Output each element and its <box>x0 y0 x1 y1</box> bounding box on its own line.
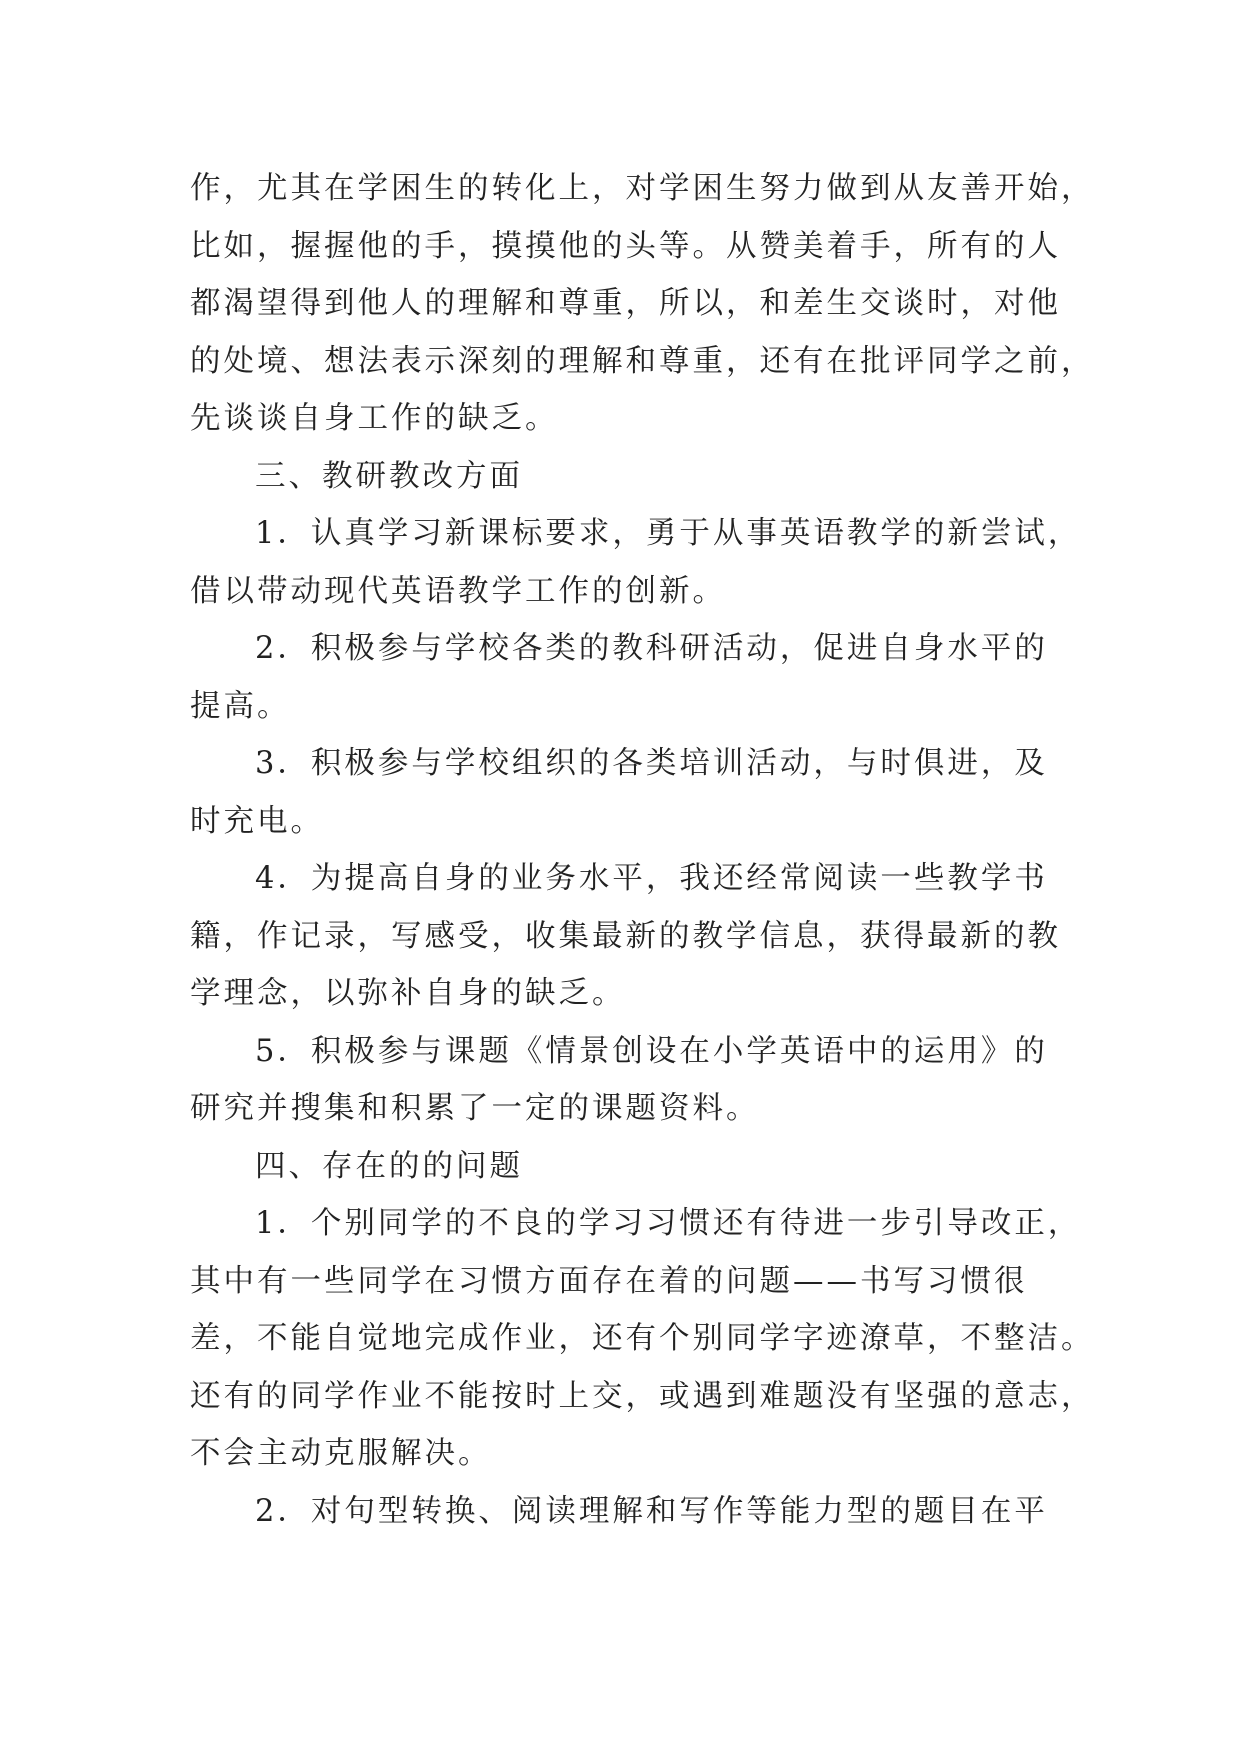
paragraph-line: 还有的同学作业不能按时上交，或遇到难题没有坚强的意志， <box>190 1378 1095 1414</box>
list-item-line: 1．认真学习新课标要求，勇于从事英语教学的新尝试， <box>255 516 1082 551</box>
section-heading: 四、存在的的问题 <box>255 1148 523 1184</box>
paragraph-line: 学理念，以弥补自身的缺乏。 <box>190 976 626 1011</box>
list-item-line: 1．个别同学的不良的学习习惯还有待进一步引导改正， <box>255 1206 1082 1241</box>
list-item-line: 2．积极参与学校各类的教科研活动，促进自身水平的 <box>255 631 1048 666</box>
section-heading: 三、教研教改方面 <box>255 458 523 494</box>
paragraph-line: 籍，作记录，写感受，收集最新的教学信息，获得最新的教 <box>190 918 1061 954</box>
paragraph-line: 先谈谈自身工作的缺乏。 <box>190 401 559 436</box>
paragraph-line: 借以带动现代英语教学工作的创新。 <box>190 573 726 609</box>
list-item-line: 2．对句型转换、阅读理解和写作等能力型的题目在平 <box>255 1493 1048 1529</box>
paragraph-line: 的处境、想法表示深刻的理解和尊重，还有在批评同学之前， <box>190 343 1095 379</box>
list-item-line: 3．积极参与学校组织的各类培训活动，与时俱进，及 <box>255 746 1048 781</box>
paragraph-line: 其中有一些同学在习惯方面存在着的问题——书写习惯很 <box>190 1263 1028 1299</box>
document-body <box>190 160 1095 1540</box>
paragraph-line: 提高。 <box>190 688 291 724</box>
paragraph-line: 不会主动克服解决。 <box>190 1436 492 1471</box>
list-item-line: 4．为提高自身的业务水平，我还经常阅读一些教学书 <box>255 861 1048 896</box>
paragraph-line: 差，不能自觉地完成作业，还有个别同学字迹潦草，不整洁。 <box>190 1321 1095 1356</box>
paragraph-line: 研究并搜集和积累了一定的课题资料。 <box>190 1091 760 1126</box>
paragraph-line: 都渴望得到他人的理解和尊重，所以，和差生交谈时，对他 <box>190 286 1061 321</box>
paragraph-line: 作，尤其在学困生的转化上，对学困生努力做到从友善开始， <box>190 171 1095 206</box>
paragraph-line: 时充电。 <box>190 803 324 839</box>
paragraph-line: 比如，握握他的手，摸摸他的头等。从赞美着手，所有的人 <box>190 228 1061 264</box>
list-item-line: 5．积极参与课题《情景创设在小学英语中的运用》的 <box>255 1033 1048 1069</box>
